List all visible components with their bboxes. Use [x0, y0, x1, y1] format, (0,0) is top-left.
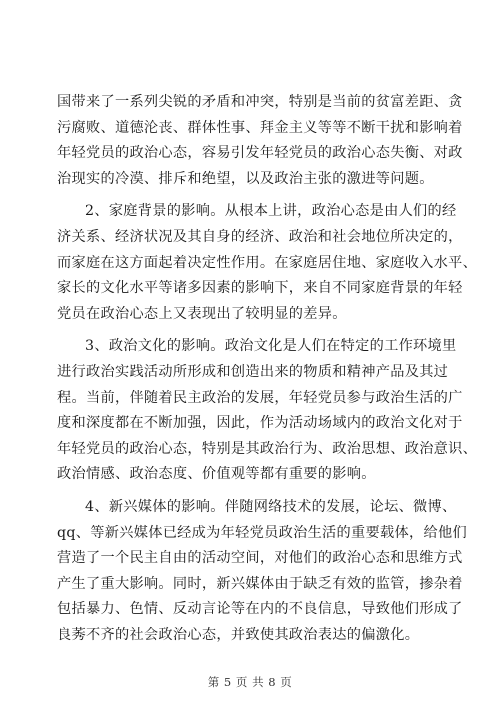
text-line: 污腐败、道德沦丧、群体性事、拜金主义等等不断干扰和影响着	[57, 119, 463, 136]
text-line: 营造了一个民主自由的活动空间，对他们的政治心态和思维方式	[57, 550, 463, 567]
text-line: 良莠不齐的社会政治心态，并致使其政治表达的偏激化。	[57, 626, 420, 643]
text-line: 3、政治文化的影响。政治文化是人们在特定的工作环境里	[85, 338, 457, 355]
text-line: 国带来了一系列尖锐的矛盾和冲突，特别是当前的贫富差距、贪	[57, 94, 463, 110]
text-line: 济关系、经济状况及其自身的经济、政治和社会地位所决定的，	[57, 228, 463, 245]
text-line: 政治情感、政治态度、价值观等都有重要的影响。	[57, 466, 376, 483]
text-line: 度和深度都在不断加强，因此，作为活动场域内的政治文化对于	[57, 415, 463, 432]
paragraph-new-media	[57, 495, 467, 649]
text-line: 包括暴力、色情、反动言论等在内的不良信息，导致他们形成了	[57, 601, 463, 618]
text-line: 程。当前，伴随着民主政治的发展，年轻党员参与政治生活的广	[57, 389, 463, 406]
text-line: 家长的文化水平等诸多因素的影响下，来自不同家庭背景的年轻	[57, 280, 463, 297]
text-line: 进行政治实践活动所形成和创造出来的物质和精神产品及其过	[57, 363, 449, 380]
document-body	[57, 90, 478, 655]
page-footer	[0, 674, 500, 690]
paragraph-family-background	[57, 199, 478, 327]
text-line: 而家庭在这方面起着决定性作用。在家庭居住地、家庭收入水平、	[57, 254, 478, 271]
text-line: qq、等新兴媒体已经成为年轻党员政治生活的重要载体，给他们	[57, 524, 467, 541]
text-line: 产生了重大影响。同时，新兴媒体由于缺乏有效的监管，掺杂着	[57, 575, 463, 592]
text-line: 年轻党员的政治心态，特别是其政治行为、政治思想、政治意识、	[57, 440, 478, 457]
paragraph-political-culture	[57, 334, 478, 488]
page-number-label: 第 5 页 共 8 页	[207, 675, 293, 689]
text-line: 4、新兴媒体的影响。伴随网络技术的发展，论坛、微博、	[85, 498, 457, 515]
text-line: 治现实的冷漠、排斥和绝望，以及政治主张的激进等问题。	[57, 170, 434, 187]
paragraph-continuation	[57, 90, 463, 192]
text-line: 2、家庭背景的影响。从根本上讲，政治心态是由人们的经	[85, 203, 457, 220]
text-line: 年轻党员的政治心态，容易引发年轻党员的政治心态失衡、对政	[57, 145, 463, 162]
text-line: 党员在政治心态上又表现出了较明显的差异。	[57, 305, 347, 322]
